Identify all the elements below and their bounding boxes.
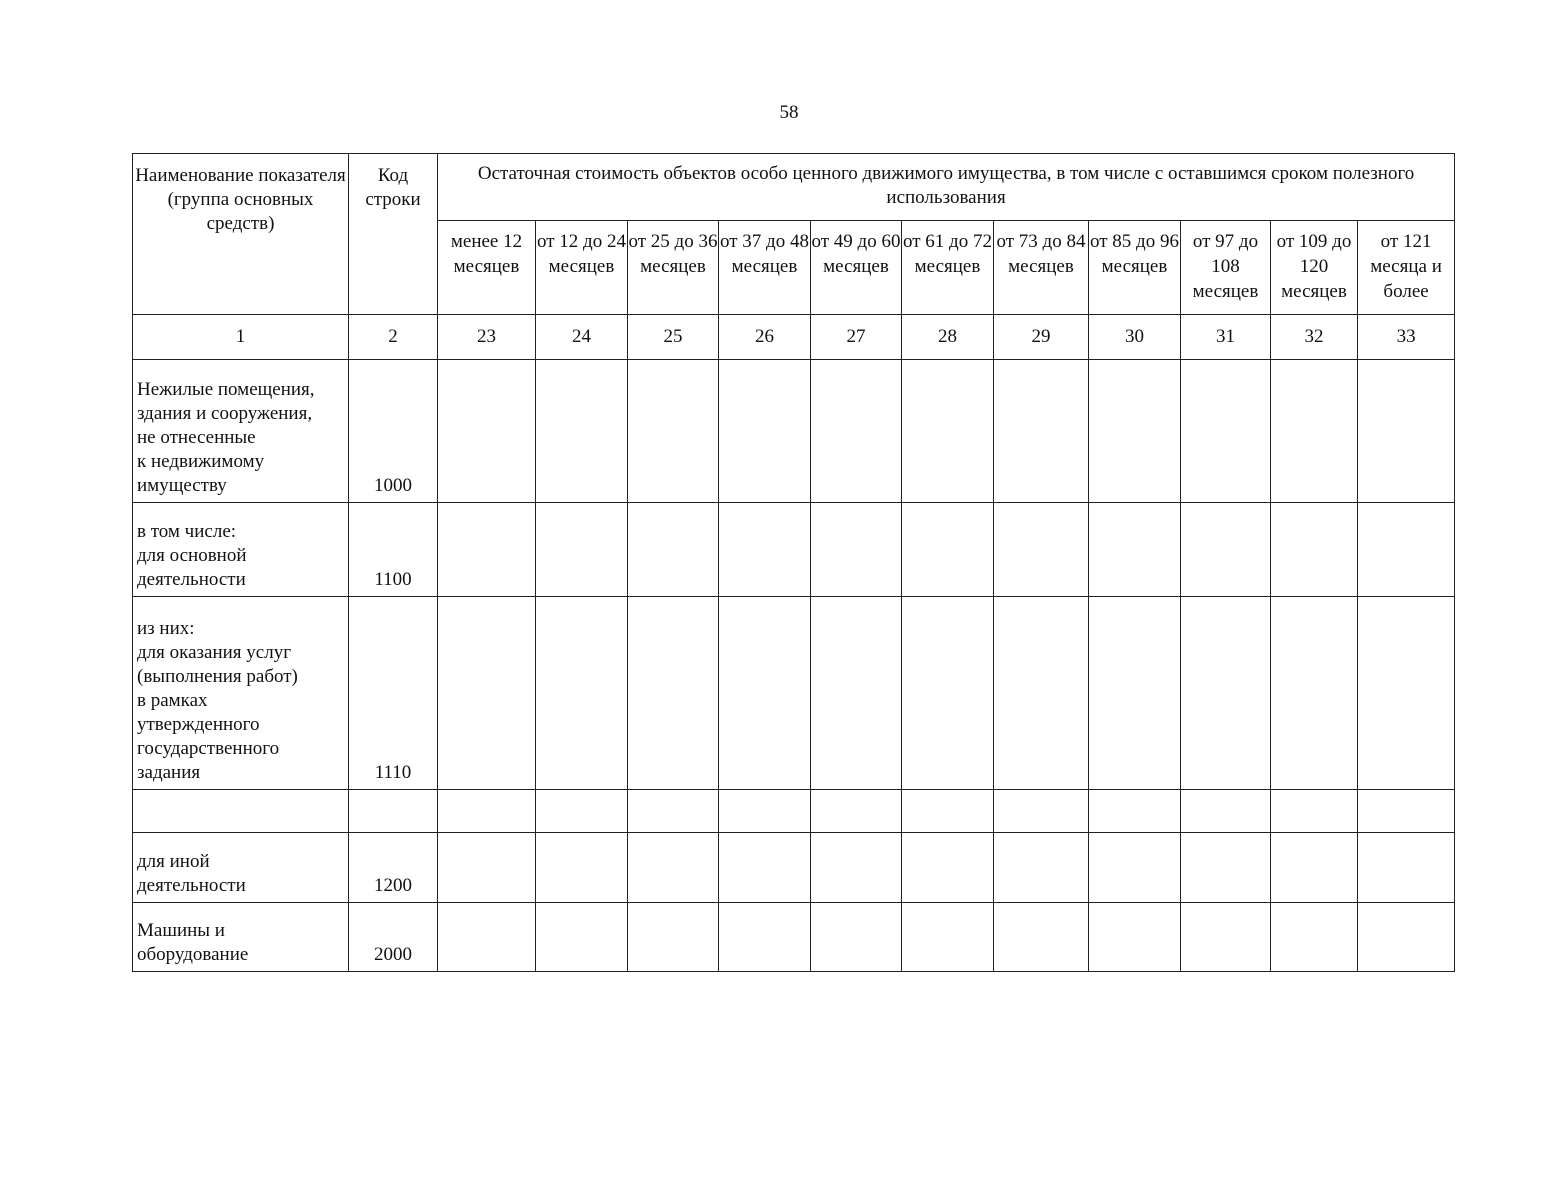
row-code: 1200 (349, 833, 438, 903)
column-number: 2 (349, 315, 438, 360)
value-cell (438, 360, 536, 503)
row-label: в том числе: для основной деятельности (133, 503, 349, 597)
value-cell (1358, 790, 1455, 833)
value-cell (536, 833, 628, 903)
value-cell (1271, 903, 1358, 972)
value-cell (811, 833, 902, 903)
value-cell (438, 833, 536, 903)
header-period: от 97 до 108 месяцев (1181, 221, 1271, 315)
value-cell (719, 503, 811, 597)
residual-value-table (132, 153, 1455, 972)
row-label: для иной деятельности (133, 833, 349, 903)
value-cell (1181, 833, 1271, 903)
value-cell (1181, 903, 1271, 972)
value-cell (1271, 790, 1358, 833)
row-code: 1100 (349, 503, 438, 597)
column-number: 33 (1358, 315, 1455, 360)
value-cell (719, 903, 811, 972)
value-cell (1358, 833, 1455, 903)
column-number: 28 (902, 315, 994, 360)
header-period: от 37 до 48 месяцев (719, 221, 811, 315)
value-cell (1089, 903, 1181, 972)
value-cell (536, 503, 628, 597)
value-cell (628, 903, 719, 972)
value-cell (1358, 503, 1455, 597)
row-label: из них: для оказания услуг (выполнения работ) в рамках утвержденного государственного задания (133, 597, 349, 790)
value-cell (1181, 790, 1271, 833)
column-number: 26 (719, 315, 811, 360)
value-cell (811, 903, 902, 972)
value-cell (902, 360, 994, 503)
row-code (349, 790, 438, 833)
column-number: 31 (1181, 315, 1271, 360)
header-row-top (133, 154, 1455, 221)
value-cell (1271, 360, 1358, 503)
value-cell (1358, 360, 1455, 503)
value-cell (994, 790, 1089, 833)
value-cell (719, 360, 811, 503)
value-cell (536, 790, 628, 833)
header-code: Код строки (349, 154, 438, 315)
row-label (133, 790, 349, 833)
value-cell (902, 503, 994, 597)
value-cell (536, 597, 628, 790)
value-cell (719, 833, 811, 903)
value-cell (536, 903, 628, 972)
value-cell (1181, 597, 1271, 790)
page-number: 58 (779, 102, 799, 123)
value-cell (811, 360, 902, 503)
value-cell (628, 833, 719, 903)
value-cell (628, 503, 719, 597)
column-number: 23 (438, 315, 536, 360)
value-cell (1271, 597, 1358, 790)
value-cell (628, 597, 719, 790)
value-cell (1089, 790, 1181, 833)
column-number-row (133, 315, 1455, 360)
value-cell (1358, 903, 1455, 972)
value-cell (1089, 503, 1181, 597)
row-code: 1000 (349, 360, 438, 503)
row-code: 2000 (349, 903, 438, 972)
value-cell (902, 833, 994, 903)
column-number: 25 (628, 315, 719, 360)
value-cell (902, 597, 994, 790)
value-cell (438, 503, 536, 597)
value-cell (536, 360, 628, 503)
table-row (133, 833, 1455, 903)
table-row (133, 360, 1455, 503)
value-cell (1181, 360, 1271, 503)
row-label: Нежилые помещения, здания и сооружения, не отнесенные к недвижимому имуществу (133, 360, 349, 503)
column-number: 27 (811, 315, 902, 360)
value-cell (902, 903, 994, 972)
header-period: от 25 до 36 месяцев (628, 221, 719, 315)
value-cell (438, 597, 536, 790)
column-number: 29 (994, 315, 1089, 360)
value-cell (811, 503, 902, 597)
table-row (133, 790, 1455, 833)
value-cell (811, 597, 902, 790)
header-period: от 61 до 72 месяцев (902, 221, 994, 315)
header-period: от 49 до 60 месяцев (811, 221, 902, 315)
header-period: менее 12 месяцев (438, 221, 536, 315)
table-row (133, 903, 1455, 972)
value-cell (1271, 503, 1358, 597)
column-number: 1 (133, 315, 349, 360)
value-cell (902, 790, 994, 833)
row-label: Машины и оборудование (133, 903, 349, 972)
value-cell (811, 790, 902, 833)
value-cell (1089, 360, 1181, 503)
value-cell (438, 903, 536, 972)
value-cell (994, 833, 1089, 903)
header-period: от 12 до 24 месяцев (536, 221, 628, 315)
header-period: от 121 месяца и более (1358, 221, 1455, 315)
header-period: от 73 до 84 месяцев (994, 221, 1089, 315)
header-group-title: Остаточная стоимость объектов особо ценного движимого имущества, в том числе с оставшимся сроком полезного использования (438, 154, 1455, 221)
value-cell (628, 360, 719, 503)
value-cell (719, 597, 811, 790)
table-row (133, 597, 1455, 790)
header-period: от 85 до 96 месяцев (1089, 221, 1181, 315)
column-number: 32 (1271, 315, 1358, 360)
column-number: 30 (1089, 315, 1181, 360)
value-cell (719, 790, 811, 833)
column-number: 24 (536, 315, 628, 360)
header-period: от 109 до 120 месяцев (1271, 221, 1358, 315)
header-name: Наименование показателя (группа основных средств) (133, 154, 349, 315)
value-cell (438, 790, 536, 833)
value-cell (994, 360, 1089, 503)
row-code: 1110 (349, 597, 438, 790)
value-cell (1271, 833, 1358, 903)
table-row (133, 503, 1455, 597)
value-cell (628, 790, 719, 833)
value-cell (1089, 597, 1181, 790)
value-cell (994, 503, 1089, 597)
value-cell (994, 597, 1089, 790)
value-cell (994, 903, 1089, 972)
value-cell (1181, 503, 1271, 597)
value-cell (1089, 833, 1181, 903)
value-cell (1358, 597, 1455, 790)
